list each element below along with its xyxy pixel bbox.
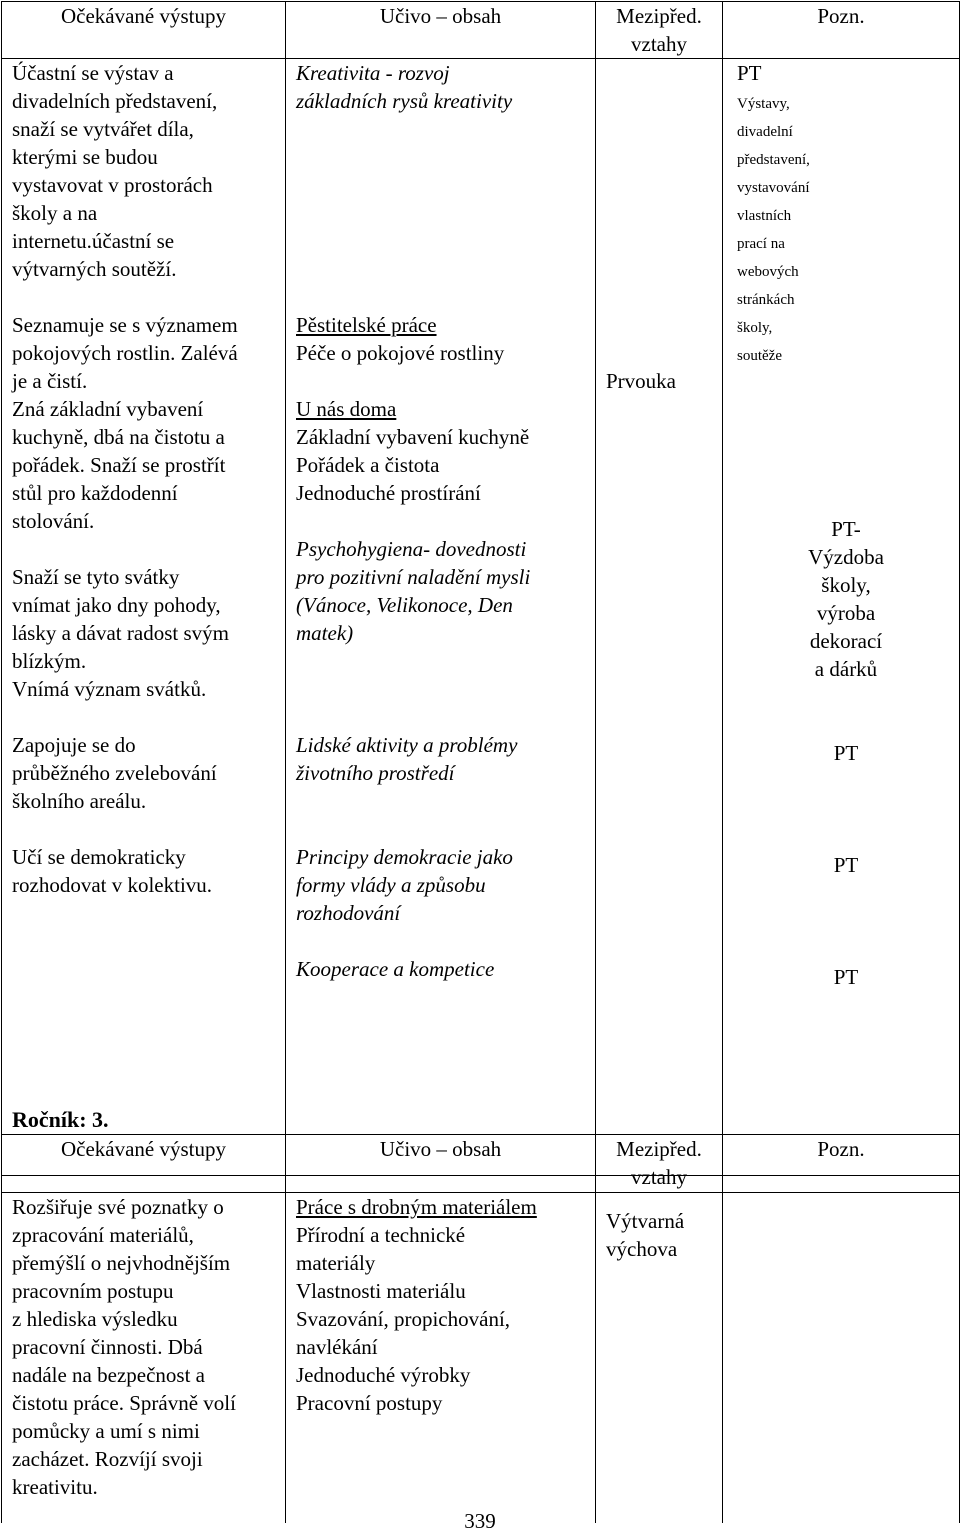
text-line [12, 115, 281, 143]
text-line [296, 871, 591, 899]
text-line [12, 1389, 281, 1417]
text-fragment: Lidské aktivity a problémy [296, 733, 518, 757]
text-fragment: životního prostředí [296, 761, 455, 785]
text-block [737, 59, 955, 367]
text-line [12, 395, 281, 423]
text-block [606, 1207, 718, 1263]
text-line [12, 311, 281, 339]
text-line [737, 227, 955, 255]
text-block [296, 535, 591, 647]
text-line [737, 311, 955, 339]
text-line [12, 1361, 281, 1389]
text-line [296, 759, 591, 787]
text-fragment: Vnímá význam svátků. [12, 677, 207, 701]
text-fragment: školy, [737, 320, 773, 336]
expected-outputs-cell [2, 1193, 286, 1524]
text-line [12, 787, 281, 815]
text-block [12, 311, 281, 395]
text-fragment: internetu.účastní se [12, 229, 175, 253]
text-block [12, 59, 281, 283]
text-line [296, 395, 591, 423]
text-fragment: webových [737, 264, 799, 280]
header-expected-outputs: Očekávané výstupy [2, 1135, 286, 1193]
text-fragment: je a čistí. [12, 369, 88, 393]
text-fragment: Pěstitelské práce [296, 313, 437, 337]
text-fragment: školního areálu. [12, 789, 147, 813]
text-fragment: formy vlády a způsobu [296, 873, 486, 897]
notes-cell [723, 59, 960, 396]
text-fragment: Učí se demokraticky [12, 845, 186, 869]
text-fragment: výroba [816, 601, 876, 625]
text-line [12, 479, 281, 507]
text-fragment: z hlediska výsledku [12, 1307, 178, 1331]
text-fragment: vlastních [737, 208, 792, 224]
text-line [296, 1361, 591, 1389]
text-fragment: výtvarných soutěží. [12, 257, 177, 281]
text-line [12, 143, 281, 171]
text-fragment: Seznamuje se s významem [12, 313, 238, 337]
text-line [296, 731, 591, 759]
text-fragment: Kooperace a kompetice [296, 957, 495, 981]
text-line [296, 311, 591, 339]
text-line [296, 1277, 591, 1305]
text-fragment: divadelních představení, [12, 89, 218, 113]
text-block [296, 395, 591, 507]
table-row [2, 59, 960, 396]
text-fragment: Svazování, propichování, [296, 1307, 511, 1331]
text-line [12, 1193, 281, 1221]
text-fragment: Přírodní a technické [296, 1223, 466, 1247]
text-block [296, 1193, 591, 1417]
text-line [12, 1221, 281, 1249]
text-line [296, 451, 591, 479]
text-line [12, 1417, 281, 1445]
text-line [296, 1333, 591, 1361]
text-line [12, 255, 281, 283]
text-fragment: pokojových rostlin. Zalévá [12, 341, 238, 365]
grade-heading: Ročník: 3. [12, 1107, 109, 1132]
text-fragment: stůl pro každodenní [12, 481, 178, 505]
text-line [737, 59, 955, 87]
text-fragment: lásky a dávat radost svým [12, 621, 229, 645]
text-fragment: Výtvarná [606, 1209, 685, 1233]
text-line [737, 599, 955, 627]
text-fragment: pro pozitivní naladění mysli [296, 565, 531, 589]
text-fragment: rozhodovat v kolektivu. [12, 873, 213, 897]
text-fragment: pomůcky a umí s nimi [12, 1419, 200, 1443]
header-cross-curricular: Mezipřed. vztahy [596, 2, 723, 59]
text-block [296, 311, 591, 367]
text-fragment: vnímat jako dny pohody, [12, 593, 221, 617]
text-fragment: stránkách [737, 292, 795, 308]
text-line [12, 171, 281, 199]
text-fragment: zpracování materiálů, [12, 1223, 194, 1247]
text-block [12, 731, 281, 815]
table-header-row [2, 2, 960, 59]
text-fragment: Práce s drobným materiálem [296, 1195, 537, 1219]
text-block [737, 851, 955, 879]
text-fragment: dekorací [809, 629, 883, 653]
cross-curricular-cell [596, 1193, 723, 1524]
curriculum-content-cell [286, 1193, 596, 1524]
text-line [12, 619, 281, 647]
text-fragment: průběžného zvelebování [12, 761, 217, 785]
text-line [12, 59, 281, 87]
text-fragment: prací na [737, 236, 785, 252]
text-fragment: Jednoduché výrobky [296, 1363, 471, 1387]
text-line [737, 543, 955, 571]
text-fragment: představení, [737, 152, 810, 168]
text-fragment: divadelní [737, 124, 793, 140]
text-line [296, 1249, 591, 1277]
text-line [12, 871, 281, 899]
text-fragment: PT [833, 965, 859, 989]
notes-cell [723, 395, 960, 1176]
text-line [737, 851, 955, 879]
text-line [12, 731, 281, 759]
text-line [606, 367, 718, 395]
text-line [296, 339, 591, 367]
text-fragment: stolování. [12, 509, 95, 533]
text-fragment: navlékání [296, 1335, 378, 1359]
text-block [737, 963, 955, 991]
text-line [296, 1389, 591, 1417]
header-curriculum-content: Učivo – obsah [286, 2, 596, 59]
text-line [12, 423, 281, 451]
text-line [737, 515, 955, 543]
notes-cell [723, 1193, 960, 1524]
curriculum-content-cell [286, 395, 596, 1176]
text-line [12, 563, 281, 591]
text-block [12, 563, 281, 703]
text-fragment: Psychohygiena- dovednosti [296, 537, 527, 561]
table-row [2, 395, 960, 1176]
text-fragment: kterými se budou [12, 145, 158, 169]
text-line [12, 87, 281, 115]
text-block [296, 843, 591, 927]
text-line [296, 955, 591, 983]
text-fragment: pracovní činnosti. Dbá [12, 1335, 203, 1359]
text-line [296, 899, 591, 927]
header-notes: Pozn. [723, 2, 960, 59]
curriculum-table-grade-3 [1, 1134, 960, 1523]
text-fragment: PT [833, 853, 859, 877]
text-line [737, 655, 955, 683]
header-expected-outputs: Očekávané výstupy [2, 2, 286, 59]
header-curriculum-content: Učivo – obsah [286, 1135, 596, 1193]
text-fragment: a dárků [814, 657, 878, 681]
text-line [12, 591, 281, 619]
text-fragment: Rozšiřuje své poznatky o [12, 1195, 224, 1219]
text-block [12, 843, 281, 899]
cross-curricular-cell [596, 395, 723, 1176]
text-line [12, 1333, 281, 1361]
text-fragment: Základní vybavení kuchyně [296, 425, 530, 449]
text-fragment: Kreativita - rozvoj [296, 61, 450, 85]
expected-outputs-cell [2, 59, 286, 396]
text-line [12, 507, 281, 535]
text-line [606, 1207, 718, 1235]
text-fragment: školy, [821, 573, 871, 597]
text-fragment: Principy demokracie jako [296, 845, 513, 869]
text-fragment: soutěže [737, 348, 782, 364]
text-fragment: Pořádek a čistota [296, 453, 440, 477]
text-line [737, 255, 955, 283]
text-line [296, 59, 591, 87]
text-line [296, 1305, 591, 1333]
text-fragment: výchova [606, 1237, 678, 1261]
header-notes: Pozn. [723, 1135, 960, 1193]
text-line [12, 1473, 281, 1501]
text-fragment: základních rysů kreativity [296, 89, 513, 113]
text-fragment: Výzdoba [808, 545, 884, 569]
text-fragment: snaží se vytvářet díla, [12, 117, 194, 141]
text-line [737, 199, 955, 227]
text-fragment: přemýšlí o nejvhodnějším [12, 1251, 231, 1275]
text-fragment: pracovním postupu [12, 1279, 174, 1303]
text-block [296, 59, 591, 115]
text-line [296, 87, 591, 115]
text-block [606, 367, 718, 395]
text-block [296, 731, 591, 787]
text-line [296, 563, 591, 591]
text-line [606, 1235, 718, 1263]
text-line [12, 647, 281, 675]
text-line [12, 227, 281, 255]
text-fragment: Výstavy, [737, 96, 790, 112]
text-line [737, 87, 955, 115]
text-fragment: Účastní se výstav a [12, 61, 174, 85]
cross-curricular-cell [596, 59, 723, 396]
text-line [12, 1305, 281, 1333]
page-number: 339 [464, 1509, 496, 1533]
text-line [737, 739, 955, 767]
text-line [296, 591, 591, 619]
text-line [12, 367, 281, 395]
text-line [12, 1445, 281, 1473]
text-fragment: Snaží se tyto svátky [12, 565, 180, 589]
text-line [737, 963, 955, 991]
text-fragment: kuchyně, dbá na čistotu a [12, 425, 225, 449]
text-fragment: školy a na [12, 201, 98, 225]
text-fragment: blízkým. [12, 649, 87, 673]
text-line [12, 843, 281, 871]
text-line [296, 619, 591, 647]
text-line [12, 1277, 281, 1305]
text-fragment: pořádek. Snaží se prostřít [12, 453, 226, 477]
text-fragment: U nás doma [296, 397, 397, 421]
text-fragment: nadále na bezpečnost a [12, 1363, 205, 1387]
expected-outputs-cell [2, 395, 286, 1176]
text-block [12, 395, 281, 535]
text-line [12, 199, 281, 227]
text-line [296, 1221, 591, 1249]
text-line [737, 283, 955, 311]
text-fragment: matek) [296, 621, 354, 645]
text-fragment: Zná základní vybavení [12, 397, 204, 421]
text-block [737, 515, 955, 683]
text-line [12, 1249, 281, 1277]
text-fragment: Zapojuje se do [12, 733, 136, 757]
text-fragment: PT [737, 61, 762, 85]
text-fragment: Péče o pokojové rostliny [296, 341, 505, 365]
text-fragment: zacházet. Rozvíjí svoji [12, 1447, 203, 1471]
text-block [12, 1193, 281, 1501]
text-line [296, 479, 591, 507]
text-line [737, 143, 955, 171]
text-line [737, 171, 955, 199]
text-fragment: (Vánoce, Velikonoce, Den [296, 593, 513, 617]
curriculum-table-grade-2 [1, 1, 960, 1176]
text-fragment: vystavování [737, 180, 810, 196]
text-fragment: rozhodování [296, 901, 401, 925]
text-line [12, 675, 281, 703]
text-line [12, 451, 281, 479]
text-line [296, 535, 591, 563]
curriculum-content-cell [286, 59, 596, 396]
text-line [737, 571, 955, 599]
text-line [737, 115, 955, 143]
text-fragment: Prvouka [606, 369, 676, 393]
text-fragment: Vlastnosti materiálu [296, 1279, 466, 1303]
table-header-row [2, 1135, 960, 1193]
text-fragment: PT [833, 741, 859, 765]
text-line [737, 627, 955, 655]
header-cross-curricular: Mezipřed. vztahy [596, 1135, 723, 1193]
text-block [737, 739, 955, 767]
table-row [2, 1193, 960, 1524]
text-fragment: Jednoduché prostírání [296, 481, 481, 505]
text-fragment: vystavovat v prostorách [12, 173, 213, 197]
text-block [296, 955, 591, 983]
text-fragment: kreativitu. [12, 1475, 98, 1499]
text-fragment: PT- [831, 517, 861, 541]
text-line [12, 759, 281, 787]
text-fragment: Pracovní postupy [296, 1391, 443, 1415]
text-line [296, 843, 591, 871]
text-line [296, 1193, 591, 1221]
text-line [737, 339, 955, 367]
text-fragment: materiály [296, 1251, 376, 1275]
text-fragment: čistotu práce. Správně volí [12, 1391, 236, 1415]
text-line [296, 423, 591, 451]
text-line [12, 339, 281, 367]
